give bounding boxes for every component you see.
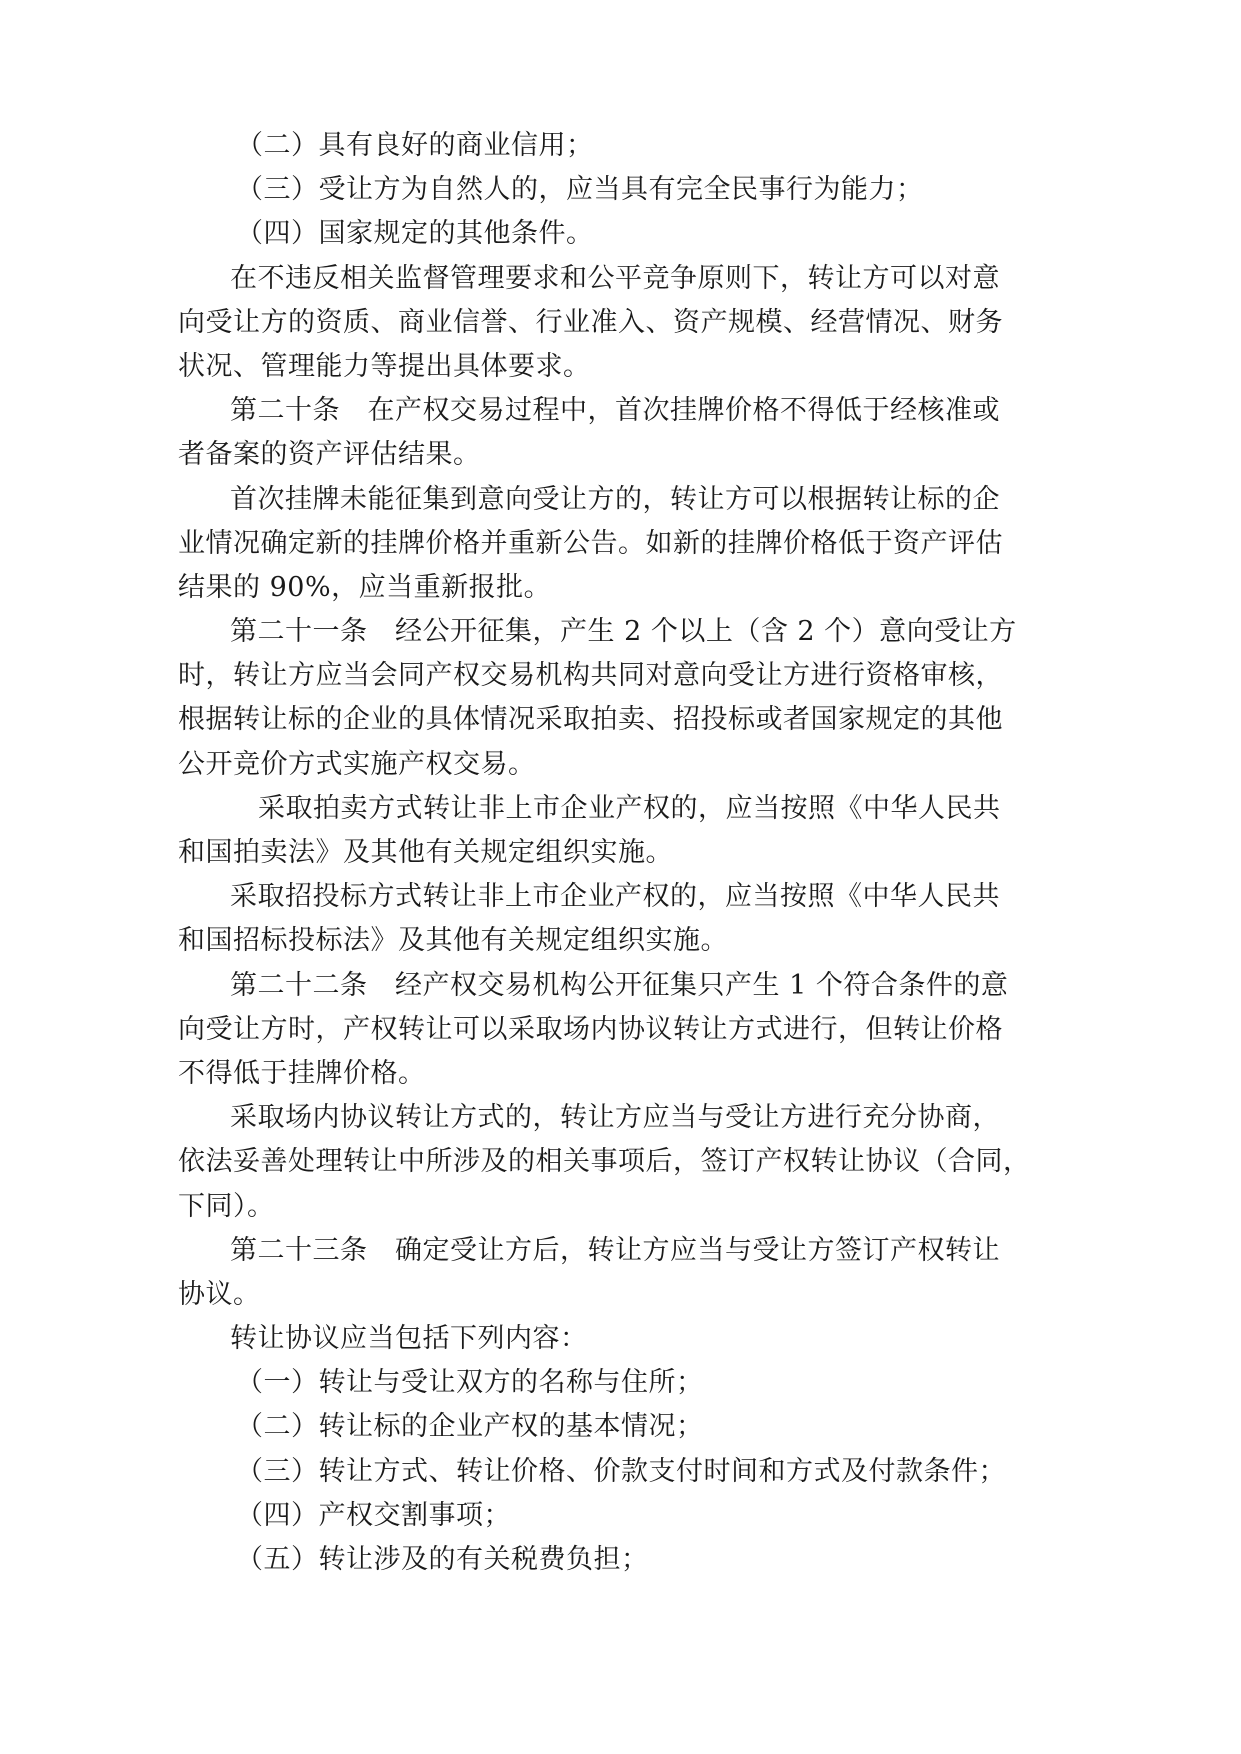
paragraph-line: 根据转让标的企业的具体情况采取拍卖、招投标或者国家规定的其他 <box>178 704 1003 736</box>
list-item: （一）转让与受让双方的名称与住所； <box>236 1367 704 1399</box>
paragraph-line: 在不违反相关监督管理要求和公平竞争原则下，转让方可以对意 <box>230 262 1000 294</box>
paragraph-line: 采取招投标方式转让非上市企业产权的，应当按照《中华人民共 <box>230 881 1000 913</box>
paragraph-line: 首次挂牌未能征集到意向受让方的，转让方可以根据转让标的企 <box>230 483 1000 515</box>
article-22-line: 第二十二条 经产权交易机构公开征集只产生 1 个符合条件的意 <box>230 969 1009 1001</box>
list-item: （四）产权交割事项； <box>236 1499 511 1531</box>
paragraph-line: 公开竞价方式实施产权交易。 <box>178 748 536 780</box>
paragraph-line: 依法妥善处理转让中所涉及的相关事项后，签订产权转让协议（合同， <box>178 1146 1031 1178</box>
paragraph-line: 结果的 90%，应当重新报批。 <box>178 571 552 603</box>
list-item: （四）国家规定的其他条件。 <box>236 218 594 250</box>
paragraph-line: 向受让方的资质、商业信誉、行业准入、资产规模、经营情况、财务 <box>178 306 1003 338</box>
paragraph-line: 状况、管理能力等提出具体要求。 <box>178 350 591 382</box>
paragraph-line: 者备案的资产评估结果。 <box>178 439 481 471</box>
document-body <box>178 124 1058 1582</box>
list-item: （二）具有良好的商业信用； <box>236 130 594 161</box>
paragraph-line: 和国招标投标法》及其他有关规定组织实施。 <box>178 925 728 957</box>
list-item: （五）转让涉及的有关税费负担； <box>236 1544 649 1575</box>
list-item: （三）转让方式、转让价格、价款支付时间和方式及付款条件； <box>236 1455 1006 1487</box>
paragraph-line: 向受让方时，产权转让可以采取场内协议转让方式进行，但转让价格 <box>178 1013 1003 1045</box>
paragraph-line: 时，转让方应当会同产权交易机构共同对意向受让方进行资格审核， <box>178 660 1003 692</box>
paragraph-line: 和国拍卖法》及其他有关规定组织实施。 <box>178 837 673 868</box>
paragraph-line: 不得低于挂牌价格。 <box>178 1057 426 1089</box>
list-item: （三）受让方为自然人的，应当具有完全民事行为能力； <box>236 174 924 206</box>
list-item: （二）转让标的企业产权的基本情况； <box>236 1411 704 1443</box>
paragraph-line: 协议。 <box>178 1278 261 1310</box>
paragraph-line: 业情况确定新的挂牌价格并重新公告。如新的挂牌价格低于资产评估 <box>178 527 1003 559</box>
article-20-line: 第二十条 在产权交易过程中，首次挂牌价格不得低于经核准或 <box>230 395 1000 427</box>
article-21-line: 第二十一条 经公开征集，产生 2 个以上（含 2 个）意向受让方 <box>230 616 1017 648</box>
article-23-line: 第二十三条 确定受让方后，转让方应当与受让方签订产权转让 <box>230 1234 1000 1266</box>
paragraph-line: 采取场内协议转让方式的，转让方应当与受让方进行充分协商， <box>230 1102 1000 1134</box>
paragraph-line: 转让协议应当包括下列内容： <box>230 1323 588 1355</box>
paragraph-line: 采取拍卖方式转让非上市企业产权的，应当按照《中华人民共 <box>258 792 1001 824</box>
paragraph-line: 下同）。 <box>178 1190 275 1222</box>
